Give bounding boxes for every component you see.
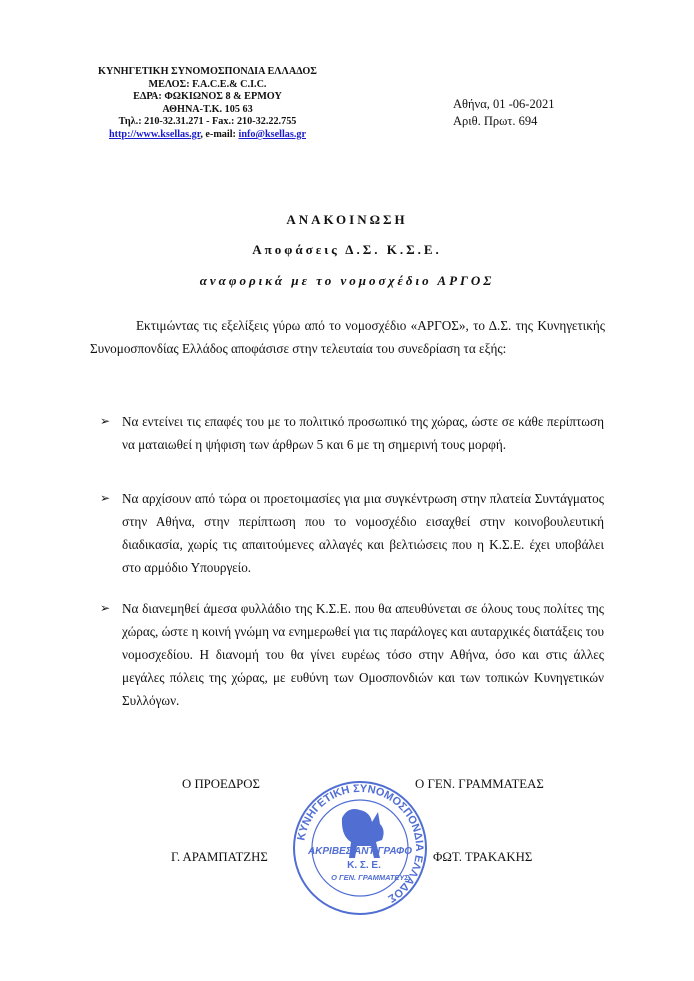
decision-text: Να διανεμηθεί άμεσα φυλλάδιο της Κ.Σ.Ε. που θα απευθύνεται σε όλους τους πολίτες της χώρας, ώστε η κοινή γνώμη να ενημερωθεί για τις παράλογες και αυταρχικές διατάξεις του νομοσχεδίου. Η διανομή του θα γίνει ευρέως τόσο στην Αθήνα, όσο και στις άλλες μεγάλες πόλεις της χώρας, με ευθύνη των Ομοσπονδιών και των τοπικών Κυνηγετικών Συλλόγων. xyxy=(122,601,604,708)
arrow-bullet-icon: ➢ xyxy=(100,491,111,505)
president-name: Γ. ΑΡΑΜΠΑΤΖΗΣ xyxy=(171,850,268,864)
decision-text: Να εντείνει τις επαφές του με το πολιτικό προσωπικό της χώρας, ώστε σε κάθε περίπτωση να ματαιωθεί η ψήφιση των άρθρων 5 και 6 με τη σημερινή τους μορφή. xyxy=(122,414,604,452)
letterhead xyxy=(70,66,345,142)
document-date: Αθήνα, 01 -06-2021 xyxy=(453,97,555,111)
secretary-name: ΦΩΤ. ΤΡΑΚΑΚΗΣ xyxy=(433,850,533,864)
org-contact xyxy=(70,129,345,142)
org-phone: Τηλ.: 210-32.31.271 - Fax.: 210-32.22.755 xyxy=(118,116,297,128)
stamp-org-text: Κ. Σ. Ε. xyxy=(347,860,381,871)
stamp-copy-text: ΑΚΡΙΒΕΣ ΑΝΤΙΓΡΑΦΟ xyxy=(307,846,413,857)
protocol-number: Αριθ. Πρωτ. 694 xyxy=(453,114,538,128)
announcement-topic: αναφορικά με το νομοσχέδιο ΑΡΓΟΣ xyxy=(199,273,495,288)
stamp-ring-text: ΚΥΝΗΓΕΤΙΚΗ ΣΥΝΟΜΟΣΠΟΝΔΙΑ ΕΛΛΑΔΟΣ xyxy=(295,782,426,905)
org-address: ΕΔΡΑ: ΦΩΚΙΩΝΟΣ 8 & ΕΡΜΟΥ xyxy=(133,91,282,103)
decision-text: Να αρχίσουν από τώρα οι προετοιμασίες για μια συγκέντρωση στην πλατεία Συντάγματος στην Αθήνα, στην περίπτωση που το νομοσχέδιο εισαχθεί στην κοινοβουλευτική διαδικασία, χωρίς τις απαιτούμενες αλλαγές και βελτιώσεις που η Κ.Σ.Ε. έχει υποβάλει στο αρμόδιο Υπουργείο. xyxy=(122,491,604,575)
decision-item xyxy=(100,597,604,712)
president-title: Ο ΠΡΟΕΔΡΟΣ xyxy=(182,777,260,791)
date-block xyxy=(453,96,554,130)
website-link[interactable]: http://www.ksellas.gr xyxy=(108,128,201,140)
decision-item xyxy=(100,410,604,456)
arrow-bullet-icon: ➢ xyxy=(100,601,111,615)
org-name: ΚΥΝΗΓΕΤΙΚΗ ΣΥΝΟΜΟΣΠΟΝΔΙΑ ΕΛΛΑΔΟΣ xyxy=(98,66,317,77)
decision-item xyxy=(100,487,604,579)
email-link[interactable]: info@ksellas.gr xyxy=(238,128,307,140)
org-members: ΜΕΛΟΣ: F.A.C.E.& C.I.C. xyxy=(148,78,267,90)
official-stamp xyxy=(290,778,430,918)
intro-paragraph: Εκτιμώντας τις εξελίξεις γύρω από το νομοσχέδιο «ΑΡΓΟΣ», το Δ.Σ. της Κυνηγετικής Συνομοσπονδίας Ελλάδος αποφάσισε στην τελευταία του συνεδρίαση τα εξής: xyxy=(90,318,605,356)
email-label: , e-mail: xyxy=(200,128,239,140)
announcement-title: ΑΝΑΚΟΙΝΩΣΗ xyxy=(286,212,408,227)
announcement-subtitle: Αποφάσεις Δ.Σ. Κ.Σ.Ε. xyxy=(252,242,442,257)
org-city: ΑΘΗΝΑ-Τ.Κ. 105 63 xyxy=(162,103,253,115)
arrow-bullet-icon: ➢ xyxy=(100,414,111,428)
stamp-secretary-text: Ο ΓΕΝ. ΓΡΑΜΜΑΤΕΥΣ xyxy=(331,873,409,882)
secretary-title: Ο ΓΕΝ. ΓΡΑΜΜΑΤΕΑΣ xyxy=(415,777,544,791)
